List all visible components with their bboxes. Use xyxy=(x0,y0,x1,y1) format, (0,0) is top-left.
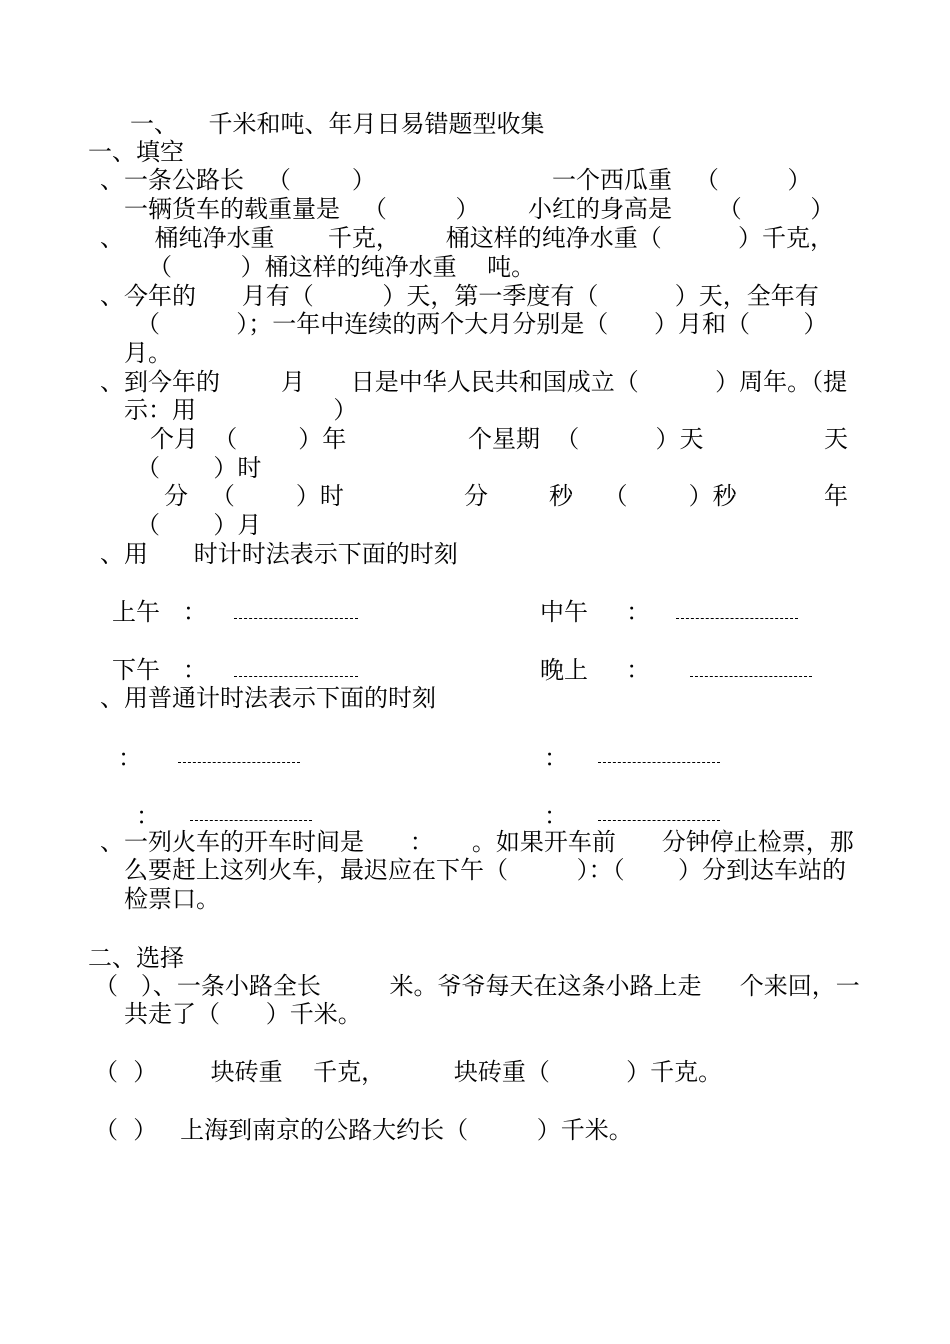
q1-truck-load: 一辆货车的载重量是 （ ） xyxy=(124,195,480,223)
q1-watermelon-weight: 一个西瓜重 （ ） xyxy=(552,166,812,194)
q6-heading: 、用普通计时法表示下面的时刻 xyxy=(100,684,436,712)
q7-line-3: 检票口。 xyxy=(124,885,220,913)
q6-colon-2: ： xyxy=(544,744,568,772)
q3-line-2: （ ）；一年中连续的两个大月分别是（ ）月和（ ） xyxy=(136,310,828,338)
s2-q2: （ ） 块砖重 千克， 块砖重（ ）千克。 xyxy=(94,1058,723,1086)
q4-weeks-to-days: 个星期 （ ）天 xyxy=(468,425,704,453)
q4-days-label: 天 xyxy=(824,425,848,453)
q4-years-label: 年 xyxy=(824,482,848,510)
q5-heading: 、用 时计时法表示下面的时刻 xyxy=(100,540,458,568)
q5-morning-answer-line xyxy=(234,618,358,619)
q3-line-3: 月。 xyxy=(124,339,172,367)
q6-colon-1: ： xyxy=(118,744,142,772)
section1-heading: 一、填空 xyxy=(88,138,184,166)
q5-noon-answer-line xyxy=(676,618,798,619)
q6-colon-4: ： xyxy=(544,802,568,830)
q6-answer-line-1 xyxy=(178,762,300,763)
q6-answer-line-4 xyxy=(598,820,720,821)
q2-line-1: 、 桶纯净水重 千克， 桶这样的纯净水重（ ）千克， xyxy=(100,224,834,252)
q2-line-2: （ ）桶这样的纯净水重 吨。 xyxy=(148,253,536,281)
q6-answer-line-2 xyxy=(598,762,720,763)
q7-line-2: 么要赶上这列火车，最迟应在下午（ ）：（ ）分到达车站的 xyxy=(124,856,847,884)
q6-colon-3: ： xyxy=(136,802,160,830)
s2-q1-line-1: （ ）、一条小路全长 米。爷爷每天在这条小路上走 个来回，一 xyxy=(94,972,860,1000)
q4-line-2: 示：用 ） xyxy=(124,396,358,424)
q4-line-1: 、到今年的 月 日是中华人民共和国成立（ ）周年。（提 xyxy=(100,368,848,396)
q4-hours-blank: （ ）时 xyxy=(136,454,262,482)
q4-months-to-years: 个月 （ ）年 xyxy=(150,425,347,453)
q1-road-length: 、一条公路长 （ ） xyxy=(100,166,376,194)
q7-line-1: 、一列火车的开车时间是 ： 。如果开车前 分钟停止检票，那 xyxy=(100,828,854,856)
q4-minutes-to-hours: 分 （ ）时 xyxy=(164,482,344,510)
q6-answer-line-3 xyxy=(190,820,312,821)
q5-afternoon-answer-line xyxy=(234,676,358,677)
s2-q1-line-2: 共走了（ ）千米。 xyxy=(124,1000,362,1028)
q5-noon-label: 中午 ： xyxy=(540,598,651,626)
q4-minutes-seconds: 分 秒 （ ）秒 xyxy=(464,482,737,510)
page-title: 一、 千米和吨、年月日易错题型收集 xyxy=(130,110,545,138)
q5-morning-label: 上午 ： xyxy=(112,598,207,626)
q4-months-blank: （ ）月 xyxy=(136,511,262,539)
section2-heading: 二、选择 xyxy=(88,944,184,972)
s2-q3: （ ） 上海到南京的公路大约长（ ）千米。 xyxy=(94,1116,633,1144)
q5-evening-answer-line xyxy=(690,676,812,677)
q5-evening-label: 晚上 ： xyxy=(540,656,651,684)
q3-line-1: 、今年的 月有（ ）天，第一季度有（ ）天，全年有 xyxy=(100,282,819,310)
q5-afternoon-label: 下午 ： xyxy=(112,656,207,684)
q1-xiaohong-height: 小红的身高是 （ ） xyxy=(528,195,835,223)
